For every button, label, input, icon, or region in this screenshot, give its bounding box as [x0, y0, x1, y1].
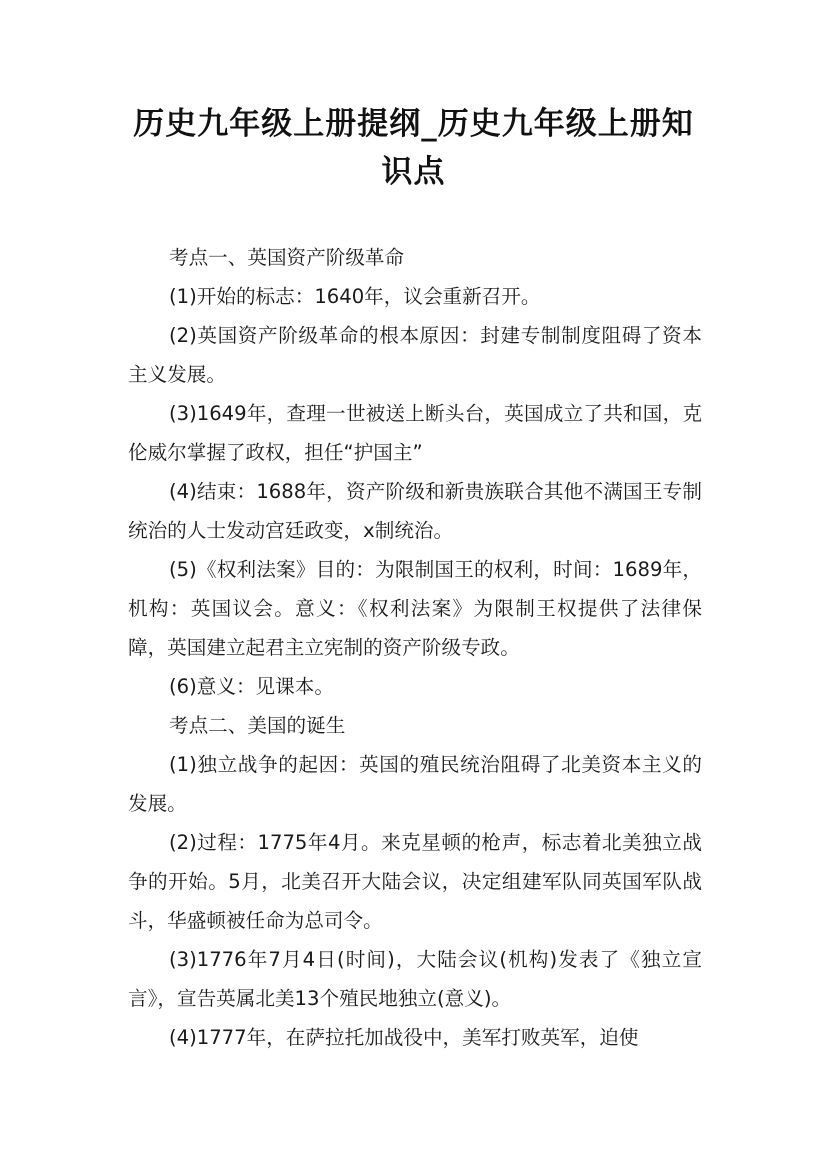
paragraph-1-1: (1)开始的标志：1640年，议会重新召开。 — [169, 285, 541, 308]
paragraph-1-6: (6)意义：见课本。 — [169, 675, 334, 698]
paragraph-2-4: (4)1777年，在萨拉托加战役中，美军打败英军，迫使 — [169, 1026, 639, 1049]
paragraph-1-2: (2)英国资产阶级革命的根本原因：封建专制制度阻碍了资本主义发展。 — [128, 324, 702, 386]
paragraph-1-5: (5)《权利法案》目的：为限制国王的权利，时间：1689年，机构：英国议会。意义：《权利法案》为限制王权提供了法律保障，英国建立起君主立宪制的资产阶级专政。 — [128, 558, 702, 659]
section-heading-2: 考点二、美国的诞生 — [169, 714, 346, 737]
paragraph-2-3: (3)1776年7月4日(时间)，大陆会议(机构)发表了《独立宣言》，宣告英属北美13个殖民地独立(意义)。 — [128, 948, 702, 1010]
paragraph-2-1: (1)独立战争的起因：英国的殖民统治阻碍了北美资本主义的发展。 — [128, 753, 702, 815]
document-title: 历史九年级上册提纲_历史九年级上册知识点 — [133, 106, 694, 190]
document-body — [128, 238, 702, 1057]
paragraph-1-4: (4)结束：1688年，资产阶级和新贵族联合其他不满国王专制统治的人士发动宫廷政变，x制统治。 — [128, 480, 702, 542]
paragraph-2-2: (2)过程：1775年4月。来克星顿的枪声，标志着北美独立战争的开始。5月，北美召开大陆会议，决定组建军队同英国军队战斗，华盛顿被任命为总司令。 — [128, 831, 702, 932]
paragraph-1-3: (3)1649年，查理一世被送上断头台，英国成立了共和国，克伦威尔掌握了政权，担任“护国主” — [128, 402, 702, 464]
section-heading-1: 考点一、英国资产阶级革命 — [169, 246, 405, 269]
